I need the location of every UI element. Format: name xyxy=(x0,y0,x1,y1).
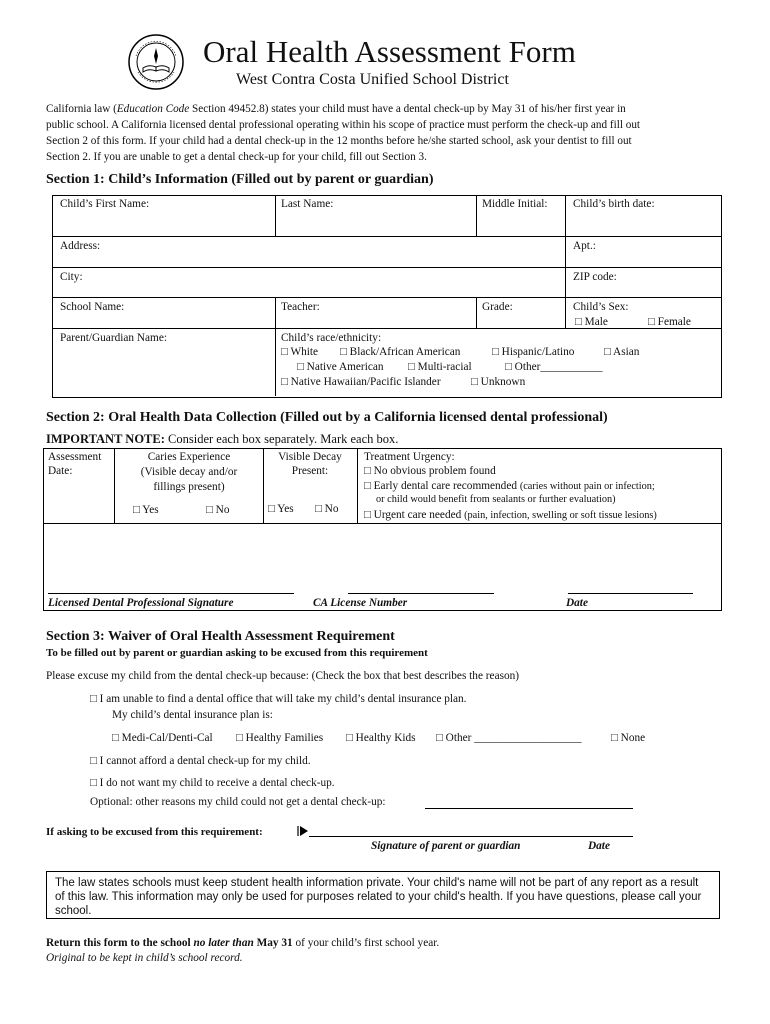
race-white-option[interactable]: □ White xyxy=(281,346,319,358)
section3-heading: Section 3: Waiver of Oral Health Assessment Requirement xyxy=(46,629,395,644)
middle-initial-field[interactable]: Middle Initial: xyxy=(482,198,548,210)
sex-female-option[interactable]: □ Female xyxy=(648,316,691,328)
option-no-dental-office[interactable]: □ I am unable to find a dental office that will take my child’s dental insurance plan. xyxy=(90,693,467,705)
parent-name-field[interactable]: Parent/Guardian Name: xyxy=(60,332,167,344)
plan-none[interactable]: □ None xyxy=(611,732,646,744)
return-instruction: Return this form to the school no later than May 31 of your child’s first school year. xyxy=(46,937,440,949)
race-hawaiian-option[interactable]: □ Native Hawaiian/Pacific Islander xyxy=(281,376,441,388)
section2-heading: Section 2: Oral Health Data Collection (Filled out by a California licensed dental professional) xyxy=(46,410,608,425)
first-name-field[interactable]: Child’s First Name: xyxy=(60,198,150,210)
urgency-urgent-checkbox[interactable]: □ Urgent care needed (pain, infection, swelling or soft tissue lesions) xyxy=(364,509,657,521)
race-multiracial-option[interactable]: □ Multi-racial xyxy=(408,361,472,373)
plan-healthy-kids[interactable]: □ Healthy Kids xyxy=(346,732,416,744)
arrow-pointer-icon xyxy=(297,825,309,837)
parent-date-label: Date xyxy=(588,840,610,852)
grade-field[interactable]: Grade: xyxy=(482,301,513,313)
if-asking-label: If asking to be excused from this requirement: xyxy=(46,826,263,838)
district-name: West Contra Costa Unified School District xyxy=(236,71,509,88)
option-cannot-afford[interactable]: □ I cannot afford a dental check-up for my child. xyxy=(90,755,311,767)
parent-signature-label: Signature of parent or guardian xyxy=(371,840,521,852)
sex-male-option[interactable]: □ Male xyxy=(575,316,608,328)
dentist-signature-label: Licensed Dental Professional Signature xyxy=(48,597,234,609)
race-hispanic-option[interactable]: □ Hispanic/Latino xyxy=(492,346,575,358)
apt-field[interactable]: Apt.: xyxy=(573,240,596,252)
last-name-field[interactable]: Last Name: xyxy=(281,198,334,210)
race-native-american-option[interactable]: □ Native American xyxy=(297,361,384,373)
dentist-date-line[interactable] xyxy=(568,593,693,594)
caries-yes-checkbox[interactable]: □ Yes xyxy=(133,504,159,516)
option-do-not-want[interactable]: □ I do not want my child to receive a dental check-up. xyxy=(90,777,335,789)
section3-subheading: To be filled out by parent or guardian asking to be excused from this requirement xyxy=(46,647,428,659)
birth-date-field[interactable]: Child’s birth date: xyxy=(573,198,655,210)
caries-no-checkbox[interactable]: □ No xyxy=(206,504,230,516)
race-black-option[interactable]: □ Black/African American xyxy=(340,346,461,358)
teacher-field[interactable]: Teacher: xyxy=(281,301,320,313)
license-number-line[interactable] xyxy=(348,593,494,594)
plan-other[interactable]: □ Other ___________________ xyxy=(436,732,582,744)
optional-reasons-line[interactable] xyxy=(425,808,633,809)
address-field[interactable]: Address: xyxy=(60,240,101,252)
decay-yes-checkbox[interactable]: □ Yes xyxy=(268,503,294,515)
assessment-label: Assessment xyxy=(48,451,102,463)
race-asian-option[interactable]: □ Asian xyxy=(604,346,640,358)
urgency-early-checkbox[interactable]: □ Early dental care recommended (caries without pain or infection; xyxy=(364,480,655,492)
race-unknown-option[interactable]: □ Unknown xyxy=(471,376,526,388)
original-kept-note: Original to be kept in child’s school record. xyxy=(46,952,243,964)
section1-heading: Section 1: Child’s Information (Filled out by parent or guardian) xyxy=(46,172,434,187)
form-title: Oral Health Assessment Form xyxy=(203,34,576,69)
assessment-date-field[interactable]: Date: xyxy=(48,465,73,477)
decay-no-checkbox[interactable]: □ No xyxy=(315,503,339,515)
zip-field[interactable]: ZIP code: xyxy=(573,271,617,283)
license-number-label: CA License Number xyxy=(313,597,408,609)
optional-reasons-label: Optional: other reasons my child could not get a dental check-up: xyxy=(90,796,386,808)
dentist-date-label: Date xyxy=(566,597,588,609)
plan-medi-cal[interactable]: □ Medi-Cal/Denti-Cal xyxy=(112,732,213,744)
important-note: IMPORTANT NOTE: Consider each box separately. Mark each box. xyxy=(46,432,399,446)
race-other-option[interactable]: □ Other___________ xyxy=(505,361,603,373)
insurance-plan-label: My child’s dental insurance plan is: xyxy=(112,709,273,721)
sex-label: Child’s Sex: xyxy=(573,301,629,313)
excuse-instruction: Please excuse my child from the dental check-up because: (Check the box that best describes the reason) xyxy=(46,670,520,682)
race-label: Child’s race/ethnicity: xyxy=(281,332,382,344)
city-field[interactable]: City: xyxy=(60,271,83,283)
privacy-notice: The law states schools must keep student health information private. Your child's name will not be part of any report as a result of this law. This information may only be used for purposes related to your child's health. If you have questions, please call your school. xyxy=(46,871,720,919)
parent-signature-line[interactable] xyxy=(309,836,633,837)
intro-paragraph: California law (Education Code Section 49452.8) states your child must have a dental check-up by May 31 of his/her first year in public school. A California licensed dental professional operating within his scope of practice must perform the check-up and fill out Section 2 of this form. If your child had a dental check-up in the 12 months before he/she started school, ask your dentist to fill out Section 2. If you are unable to get a dental check-up for your child, fill out Section 3. xyxy=(46,103,641,163)
district-seal-logo xyxy=(128,34,184,90)
dentist-signature-line[interactable] xyxy=(48,593,294,594)
urgency-none-checkbox[interactable]: □ No obvious problem found xyxy=(364,465,496,477)
school-name-field[interactable]: School Name: xyxy=(60,301,125,313)
plan-healthy-families[interactable]: □ Healthy Families xyxy=(236,732,324,744)
